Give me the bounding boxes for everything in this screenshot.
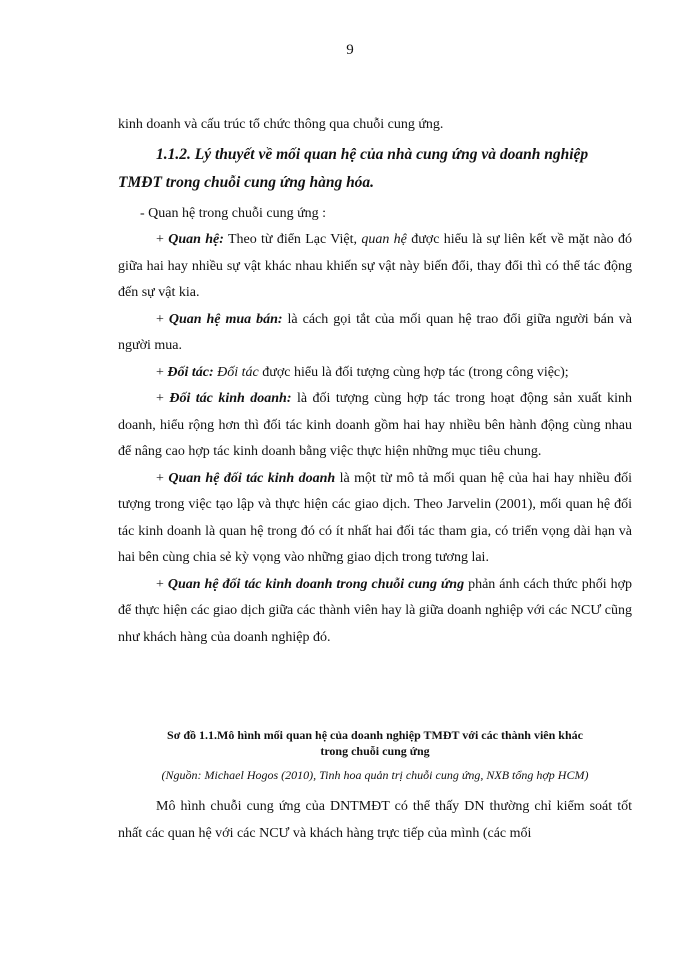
definition-text: Theo từ điển Lạc Việt, <box>223 232 362 247</box>
main-text-block <box>118 112 632 651</box>
term: Quan hệ đối tác kinh doanh <box>168 470 336 486</box>
definition-text: là cách gọi tắt của mối quan hệ trao đổi giữa người bán và người mua. <box>118 311 632 353</box>
term: Quan hệ mua bán: <box>168 311 283 327</box>
term: Quan hệ đối tác kinh doanh trong chuỗi cung ứng <box>167 576 465 592</box>
plus-marker: + <box>156 364 168 380</box>
italic-term: quan hệ <box>361 232 407 247</box>
figure-caption <box>118 727 632 759</box>
italic-term: Đối tác <box>213 364 259 380</box>
definition-quan-he-trong-chuoi <box>118 572 632 652</box>
term: Đối tác kinh doanh: <box>169 391 292 406</box>
term: Quan hệ: <box>168 232 224 247</box>
plus-marker: + <box>156 391 170 406</box>
closing-paragraph-block <box>118 794 632 847</box>
closing-paragraph: Mô hình chuỗi cung ứng của DNTMĐT có thể thấy DN thường chỉ kiểm soát tốt nhất các quan hệ với các NCƯ và khách hàng trực tiếp của mình (các mối <box>118 799 632 841</box>
heading-line-1: 1.1.2. Lý thuyết về mối quan hệ của nhà cung ứng và doanh nghiệp <box>156 145 589 163</box>
definition-text: được hiểu là đối tượng cùng hợp tác (trong công việc); <box>258 364 569 380</box>
definition-quan-he-doi-tac-kinh-doanh <box>118 466 632 572</box>
definition-text: phản ánh cách thức phối hợp để thực hiện các giao dịch giữa các thành viên hay là giữa doanh nghiệp với các NCƯ cũng như khách hàng của doanh nghiệp đó. <box>118 576 632 645</box>
plus-marker: + <box>156 311 169 327</box>
plus-marker: + <box>156 232 169 247</box>
caption-line-1: Sơ đồ 1.1.Mô hình mối quan hệ của doanh nghiệp TMĐT với các thành viên khác <box>167 728 583 742</box>
definition-text: được hiểu là sự liên kết về mặt nào đó giữa hai hay nhiều sự vật khác nhau khiến sự vật này biến đổi, thay đổi thì có thể tác động đến sự vật kia. <box>118 232 632 300</box>
figure-source: (Nguồn: Michael Hogos (2010), Tinh hoa quản trị chuỗi cung ứng, NXB tổng hợp HCM) <box>161 768 589 782</box>
definition-text: là đối tượng cùng hợp tác trong hoạt động sản xuất kinh doanh, hiểu rộng hơn thì đối tác kinh doanh gồm hai hay nhiều bên hành động cùng nhau để nâng cao hợp tác kinh doanh bằng việc thực hiện những mục tiêu chung. <box>118 391 632 459</box>
term: Đối tác: <box>167 364 214 380</box>
definition-doi-tac-kinh-doanh <box>118 386 632 466</box>
intro-line: kinh doanh và cấu trúc tổ chức thông qua chuỗi cung ứng. <box>118 117 444 132</box>
plus-marker: + <box>156 576 168 592</box>
bullet-intro: - Quan hệ trong chuỗi cung ứng : <box>140 205 327 221</box>
definition-quan-he <box>118 227 632 307</box>
page-number: 9 <box>346 42 354 58</box>
heading-line-2: TMĐT trong chuỗi cung ứng hàng hóa. <box>118 173 375 191</box>
section-heading <box>118 141 632 197</box>
definition-doi-tac <box>118 360 632 387</box>
definition-quan-he-mua-ban <box>118 307 632 360</box>
definition-text: là một từ mô tả mối quan hệ của hai hay nhiều đối tượng trong việc tạo lập và thực hiện các giao dịch. Theo Jarvelin (2001), mối quan hệ đối tác kinh doanh là quan hệ trong đó có ít nhất hai đối tác tham gia, có triển vọng dài hạn và hai bên cùng chia sẻ kỳ vọng vào những giao dịch trong tương lai. <box>118 470 632 565</box>
caption-line-2: trong chuỗi cung ứng <box>320 744 430 758</box>
plus-marker: + <box>156 470 169 486</box>
